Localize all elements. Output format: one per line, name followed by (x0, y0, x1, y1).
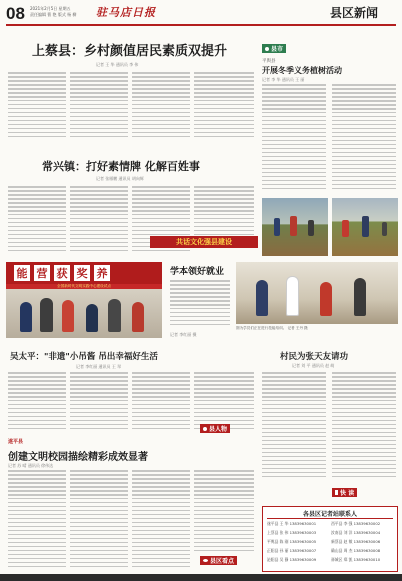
directory-entry: 正阳县 孙 丽 13839630007 (267, 548, 317, 553)
sign-char: 养 (94, 265, 110, 281)
article-body-col-1 (262, 372, 326, 482)
photo-story-caption: 图为学员们正在进行技能培训。 记者 王丹 摄 (236, 326, 308, 330)
header-rule (6, 24, 396, 26)
pin-icon (265, 47, 269, 51)
masthead-logo: 驻马店日报 (96, 6, 156, 19)
directory-entry: 泌阳县 吴 静 13839630009 (267, 557, 317, 562)
article-byline: 记者 李红丽 通讯员 王 翠 (76, 364, 122, 369)
sidebar-kicker: 平舆县 (262, 59, 276, 64)
article-body-col-3 (132, 470, 190, 570)
article-title: 村民为张天友请功 (280, 352, 349, 362)
training-photo-side (236, 262, 398, 324)
slogan-strip (6, 284, 162, 289)
directory-entry: 遂平县 王 华 13839630001 (267, 521, 317, 526)
article-suiping (6, 436, 258, 572)
directory-entry: 西平县 李 强 13839630002 (331, 521, 381, 526)
directory-entry: 平舆县 陈 刚 13839630005 (267, 539, 317, 544)
directory-entry: 确山县 周 杰 13839630008 (331, 548, 381, 553)
directory-list (267, 521, 395, 571)
sidebar-body-col-2 (332, 84, 396, 194)
article-body-col-1 (8, 72, 66, 142)
photo-story (6, 262, 398, 342)
column-tag-label: 县人物 (209, 426, 228, 433)
column-tag-highlights (200, 556, 237, 565)
article-body-col-1 (8, 470, 66, 570)
directory-box (262, 506, 398, 572)
column-tag-label: 快 读 (340, 490, 355, 497)
tree-planting-photo-1 (262, 198, 328, 256)
article-zhangtianyou (262, 346, 398, 486)
article-title: 上蔡县：乡村颜值居民素质双提升 (32, 44, 228, 59)
photo-story-byline: 记者 李红丽 摄 (170, 332, 197, 337)
article-byline: 记者 张雁鹏 通讯员 胡向辉 (96, 176, 144, 181)
article-wutaiping (6, 346, 258, 434)
article-shangcai (6, 34, 258, 146)
slogan-text: 全国新时代文明实践中心建设试点 (57, 284, 111, 288)
sign-char: 能 (14, 265, 30, 281)
article-byline: 记者 苏 晴 通讯员 徐伟达 (8, 463, 54, 468)
directory-entry: 汝南县 刘 洋 13839630004 (331, 530, 381, 535)
article-title: 创建文明校园描绘精彩成效显著 (8, 452, 148, 463)
article-byline: 记者 刘 平 通讯员 赵 萌 (292, 363, 335, 368)
article-body-col-4 (194, 470, 254, 556)
directory-title: 各县区记者站联系人 (302, 511, 357, 518)
photo-story-title: 学本领好就业 (170, 267, 225, 277)
article-body-col-2 (70, 72, 128, 142)
edition-line: 责任编辑 曹 艳 版式 杨 柳 (30, 12, 77, 17)
section-tag (262, 44, 286, 53)
directory-entry: 新蔡县 赵 敏 13839630006 (331, 539, 381, 544)
article-body-col-2 (70, 372, 128, 432)
footer-strip (0, 574, 402, 581)
column-tag-people (200, 424, 230, 433)
sign-char: 营 (34, 265, 50, 281)
article-body-col-2 (332, 372, 396, 482)
column-tag-label: 县区看点 (210, 558, 235, 565)
article-body-col-3 (132, 372, 190, 432)
sidebar-county (262, 34, 398, 258)
photo-story-body (170, 280, 230, 330)
article-body-col-2 (70, 470, 128, 570)
directory-rule (267, 518, 393, 519)
eye-icon (203, 559, 208, 562)
article-kicker: 遂平县 (8, 439, 24, 445)
article-title: 吴太平："非遗"小吊酱 吊出幸福好生活 (10, 352, 158, 362)
page-header (0, 0, 402, 30)
sidebar-title: 开展冬季义务植树活动 (262, 65, 342, 75)
culture-banner (150, 236, 258, 248)
column-tag-quickread (332, 488, 357, 497)
bolt-icon (335, 490, 338, 495)
article-body-col-3 (132, 72, 190, 142)
article-body-col-4 (194, 372, 254, 432)
training-photo-main (6, 262, 162, 338)
sidebar-body-col-1 (262, 84, 326, 194)
section-tag-label: 县市 (271, 46, 284, 53)
article-body-col-1 (8, 186, 66, 256)
article-title: 常兴镇：打好素情牌 化解百姓事 (42, 160, 200, 173)
person-icon (203, 427, 207, 431)
sign-char: 奖 (74, 265, 90, 281)
article-body-col-2 (70, 186, 128, 256)
date-line: 2021年2月5日 星期五 (30, 6, 71, 11)
page-number: 08 (6, 4, 25, 23)
sign-char: 获 (54, 265, 70, 281)
tree-planting-photo-2 (332, 198, 398, 256)
directory-entry: 驿城区 郑 凯 13839630010 (331, 557, 381, 562)
banner-text: 共话文化强县建设 (176, 238, 232, 246)
article-body-col-4 (194, 72, 254, 142)
sidebar-byline: 记者 李 华 通讯员 王 丽 (262, 77, 305, 82)
directory-entry: 上蔡县 张 伟 13839630003 (267, 530, 317, 535)
section-title: 县区新闻 (330, 6, 379, 20)
article-body-col-1 (8, 372, 66, 432)
article-byline: 记者 王 华 通讯员 李 伟 (96, 62, 139, 67)
